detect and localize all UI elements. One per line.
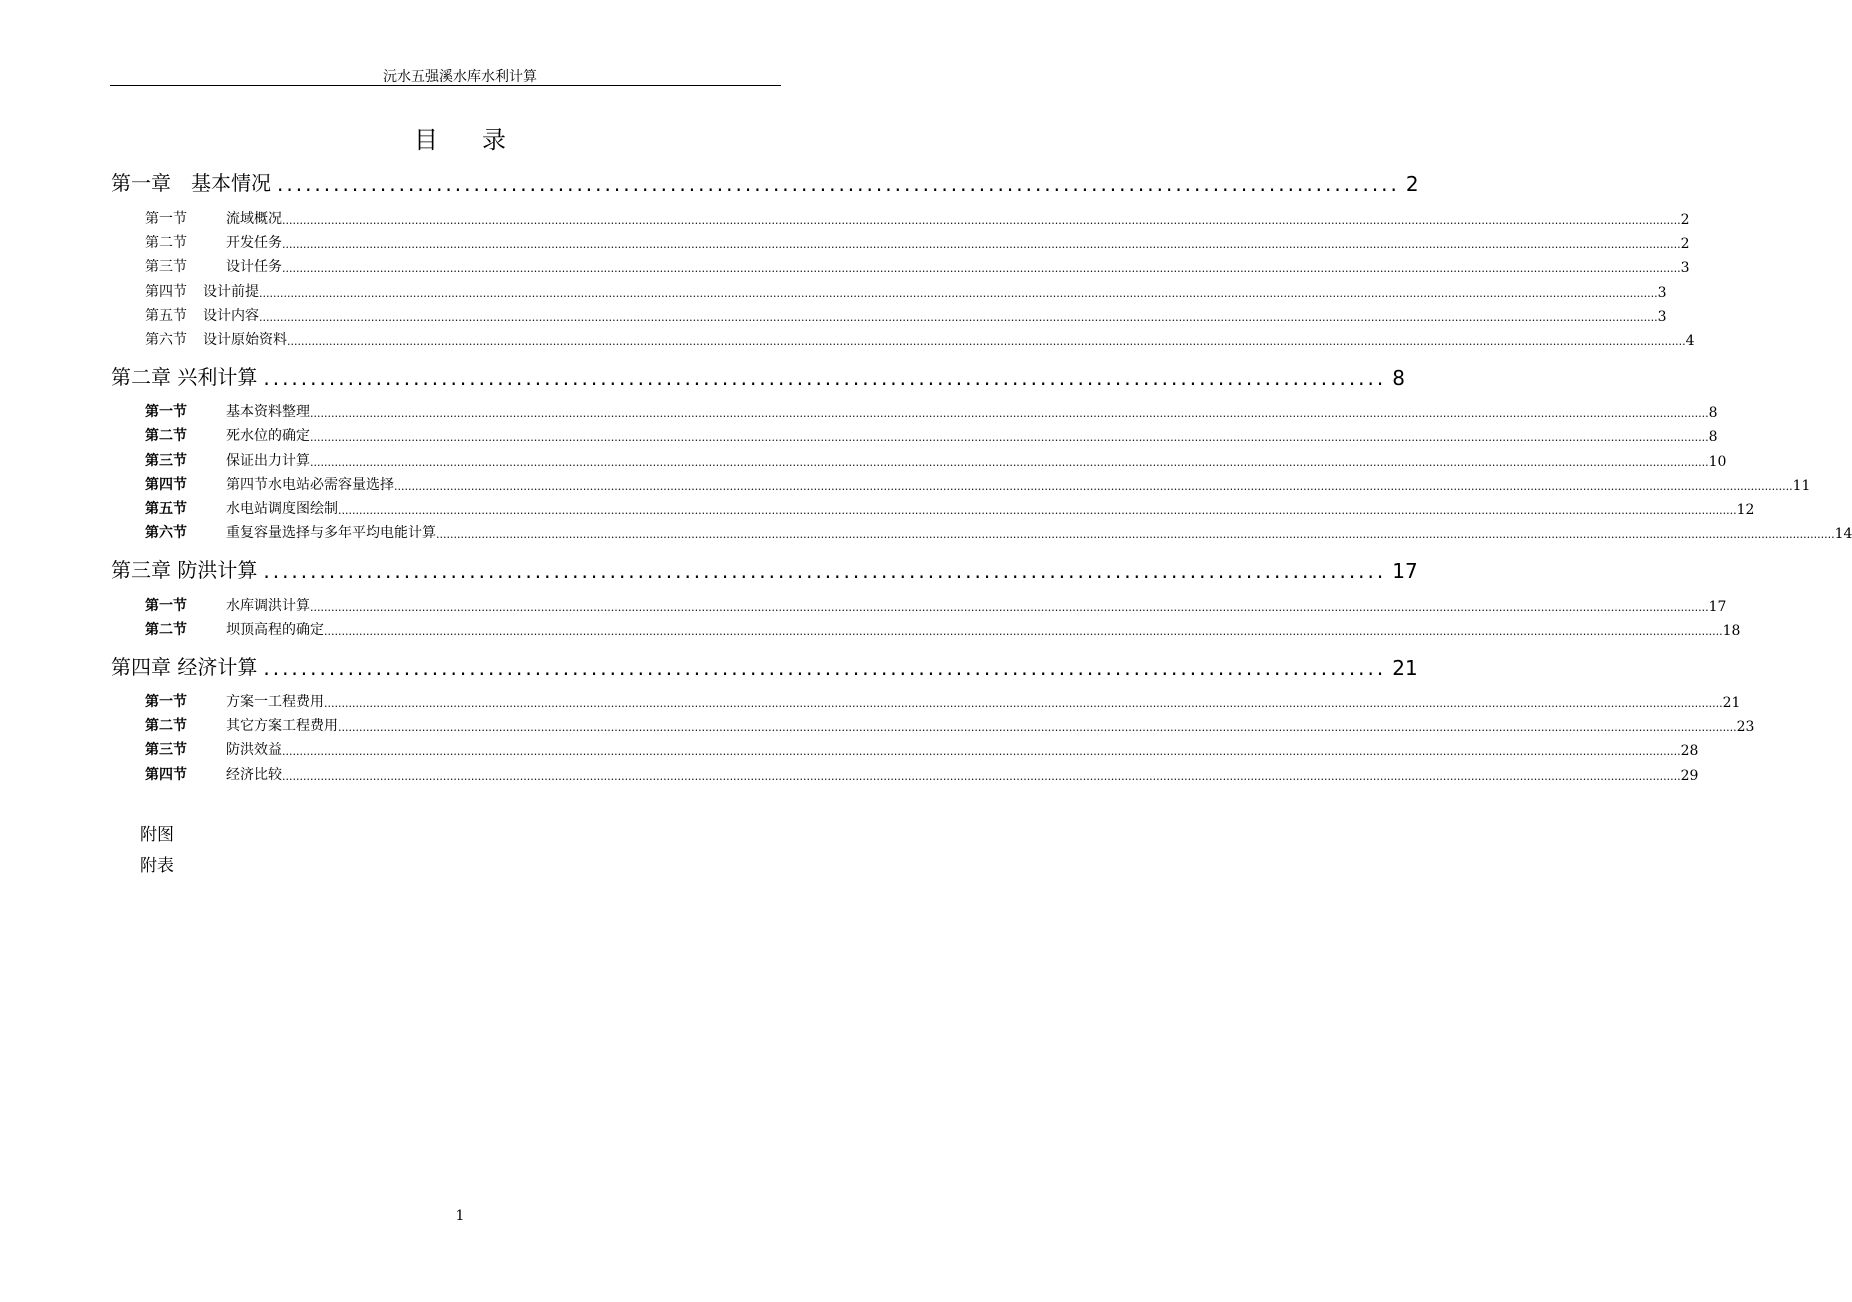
- section-title: 水电站调度图绘制: [226, 501, 338, 517]
- toc-section[interactable]: [145, 717, 1755, 735]
- section-number: 第一节: [145, 694, 187, 710]
- section-number: 第二节: [145, 718, 187, 734]
- section-page-number: 2: [1680, 236, 1690, 252]
- section-page-number: 3: [1657, 285, 1667, 301]
- section-number: 第二节: [145, 235, 187, 251]
- section-title: 设计任务: [226, 259, 282, 275]
- chapter-label: 第一章 基本情况: [111, 171, 271, 195]
- section-number: 第一节: [145, 211, 187, 227]
- page-number: 1: [455, 1208, 465, 1224]
- dot-leader: ................................................................................................................................................................................................................................................................................................................................................................................................................: [287, 335, 1686, 348]
- section-page-number: 11: [1792, 478, 1811, 494]
- section-number: 第四节: [145, 767, 187, 783]
- chapter-page-number: 8: [1392, 366, 1405, 390]
- section-title: 死水位的确定: [226, 428, 310, 444]
- section-page-number: 8: [1708, 405, 1718, 421]
- section-page-number: 3: [1680, 260, 1690, 276]
- chapter-page-number: 17: [1392, 559, 1418, 583]
- chapter-label: 第二章 兴利计算: [111, 365, 258, 389]
- toc-section[interactable]: [145, 331, 1695, 349]
- section-page-number: 2: [1680, 212, 1690, 228]
- section-number: 第二节: [145, 428, 187, 444]
- section-number: 第四节: [145, 477, 187, 493]
- toc-section[interactable]: [145, 403, 1718, 421]
- dot-leader: ................................................................................................................................................................................................................................................................................................................................................................................................................: [338, 504, 1737, 517]
- dot-leader: ................................................................................................................................................................................................................................................................................................................................................................................................................: [394, 480, 1793, 493]
- toc-chapter-1[interactable]: [111, 170, 1419, 196]
- section-number: 第三节: [145, 742, 187, 758]
- section-number: 第三节: [145, 259, 187, 275]
- chapter-label: 第四章 经济计算: [111, 655, 258, 679]
- section-number: 第五节: [145, 501, 187, 517]
- toc-section[interactable]: [145, 500, 1755, 518]
- toc-section[interactable]: [145, 283, 1667, 301]
- section-title: 设计原始资料: [203, 332, 287, 348]
- toc-section[interactable]: [145, 524, 1852, 542]
- section-title: 设计前提: [203, 284, 259, 300]
- dot-leader: ................................................................................................................................................................................................................................................................................................................................................................................................................: [259, 311, 1658, 324]
- section-title: 保证出力计算: [226, 453, 310, 469]
- section-title: 开发任务: [226, 235, 282, 251]
- dot-leader: ................................................................................................................................................................................................................................................................................................................................................................................................................: [282, 262, 1681, 275]
- section-page-number: 18: [1722, 623, 1741, 639]
- toc-section[interactable]: [145, 210, 1690, 228]
- dot-leader: ................................................................................................................................................................................................................................................................................................................................................................................................................: [324, 697, 1723, 710]
- section-title: 水库调洪计算: [226, 598, 310, 614]
- chapter-label: 第三章 防洪计算: [111, 558, 258, 582]
- section-title: 重复容量选择与多年平均电能计算: [226, 525, 436, 541]
- section-number: 第二节: [145, 622, 187, 638]
- section-page-number: 3: [1657, 309, 1667, 325]
- dot-leader: ........................................................................................................................: [263, 366, 1387, 390]
- section-page-number: 8: [1708, 429, 1718, 445]
- section-page-number: 14: [1834, 526, 1852, 542]
- section-title: 基本资料整理: [226, 404, 310, 420]
- dot-leader: ........................................................................................................................: [263, 559, 1387, 583]
- dot-leader: ................................................................................................................................................................................................................................................................................................................................................................................................................: [310, 431, 1709, 444]
- toc-section[interactable]: [145, 258, 1690, 276]
- section-title: 防洪效益: [226, 742, 282, 758]
- dot-leader: ................................................................................................................................................................................................................................................................................................................................................................................................................: [282, 770, 1681, 783]
- running-header-title: 沅水五强溪水库水利计算: [383, 69, 537, 85]
- dot-leader: ........................................................................................................................: [263, 656, 1387, 680]
- dot-leader: ................................................................................................................................................................................................................................................................................................................................................................................................................: [310, 601, 1709, 614]
- section-title: 第四节水电站必需容量选择: [226, 477, 394, 493]
- section-number: 第三节: [145, 453, 187, 469]
- section-number: 第六节: [145, 525, 187, 541]
- dot-leader: ................................................................................................................................................................................................................................................................................................................................................................................................................: [259, 287, 1658, 300]
- section-page-number: 4: [1685, 333, 1695, 349]
- section-page-number: 12: [1736, 502, 1755, 518]
- section-title: 方案一工程费用: [226, 694, 324, 710]
- section-page-number: 10: [1708, 454, 1727, 470]
- section-number: 第六节: [145, 332, 187, 348]
- toc-section[interactable]: [145, 452, 1727, 470]
- section-number: 第一节: [145, 598, 187, 614]
- section-page-number: 17: [1708, 599, 1727, 615]
- section-page-number: 29: [1680, 768, 1699, 784]
- dot-leader: ................................................................................................................................................................................................................................................................................................................................................................................................................: [282, 745, 1681, 758]
- toc-section[interactable]: [145, 476, 1811, 494]
- section-number: 第五节: [145, 308, 187, 324]
- section-number: 第一节: [145, 404, 187, 420]
- section-title: 经济比较: [226, 767, 282, 783]
- toc-section[interactable]: [145, 741, 1699, 759]
- toc-chapter-2[interactable]: [111, 364, 1405, 390]
- appendix-tables[interactable]: 附表: [140, 856, 174, 876]
- toc-section[interactable]: [145, 766, 1699, 784]
- section-page-number: 23: [1736, 719, 1755, 735]
- dot-leader: ................................................................................................................................................................................................................................................................................................................................................................................................................: [436, 528, 1835, 541]
- chapter-page-number: 21: [1392, 656, 1418, 680]
- dot-leader: ................................................................................................................................................................................................................................................................................................................................................................................................................: [310, 456, 1709, 469]
- chapter-page-number: 2: [1405, 172, 1419, 196]
- dot-leader: ................................................................................................................................................................................................................................................................................................................................................................................................................: [324, 625, 1723, 638]
- toc-section[interactable]: [145, 693, 1741, 711]
- toc-section[interactable]: [145, 621, 1741, 639]
- section-title: 坝顶高程的确定: [226, 622, 324, 638]
- toc-section[interactable]: [145, 307, 1667, 325]
- section-page-number: 21: [1722, 695, 1741, 711]
- appendix-figures[interactable]: 附图: [140, 825, 174, 845]
- toc-section[interactable]: [145, 427, 1718, 445]
- toc-section[interactable]: [145, 234, 1690, 252]
- section-page-number: 28: [1680, 743, 1699, 759]
- dot-leader: ........................................................................................................................: [277, 172, 1400, 196]
- dot-leader: ................................................................................................................................................................................................................................................................................................................................................................................................................: [338, 721, 1737, 734]
- toc-section[interactable]: [145, 597, 1727, 615]
- section-title: 设计内容: [203, 308, 259, 324]
- toc-chapter-3[interactable]: [111, 557, 1418, 583]
- dot-leader: ................................................................................................................................................................................................................................................................................................................................................................................................................: [310, 407, 1709, 420]
- section-title: 流域概况: [226, 211, 282, 227]
- dot-leader: ................................................................................................................................................................................................................................................................................................................................................................................................................: [282, 214, 1681, 227]
- dot-leader: ................................................................................................................................................................................................................................................................................................................................................................................................................: [282, 238, 1681, 251]
- toc-chapter-4[interactable]: [111, 654, 1418, 680]
- toc-title: 目录: [414, 126, 550, 154]
- section-number: 第四节: [145, 284, 187, 300]
- section-title: 其它方案工程费用: [226, 718, 338, 734]
